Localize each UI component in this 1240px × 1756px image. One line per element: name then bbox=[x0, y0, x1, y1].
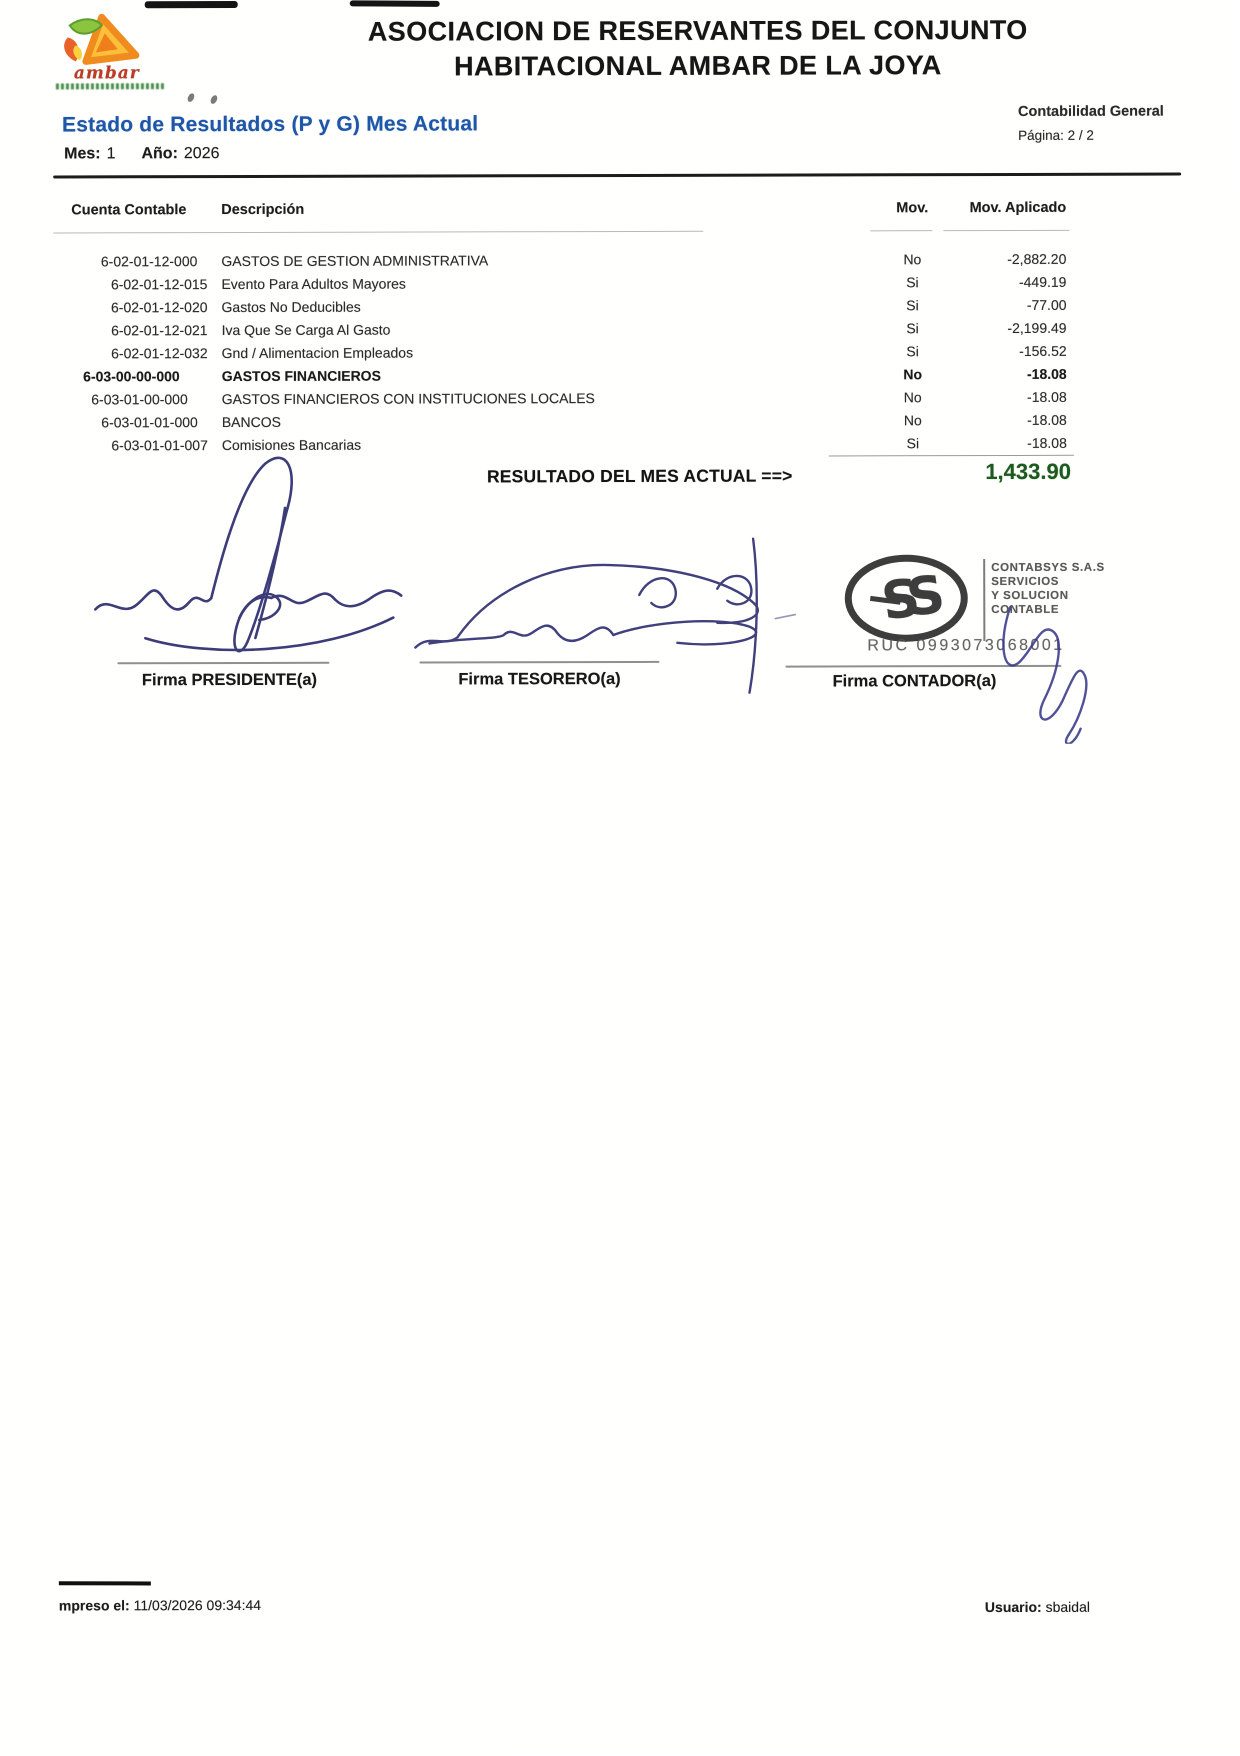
user-value: sbaidal bbox=[1045, 1598, 1090, 1615]
user-label: Usuario: bbox=[984, 1598, 1042, 1616]
scan-speck bbox=[187, 92, 195, 102]
mov-flag: No bbox=[903, 388, 922, 405]
contabsys-stamp-logo bbox=[842, 552, 974, 644]
result-value: 1,433.90 bbox=[985, 458, 1071, 485]
table-header-row bbox=[53, 200, 1066, 219]
footer-printed bbox=[59, 1597, 261, 1614]
mov-flag: Si bbox=[906, 319, 919, 336]
org-logo bbox=[50, 11, 170, 94]
printed-label: mpreso el: bbox=[58, 1597, 130, 1614]
table-row bbox=[53, 270, 1066, 296]
footer-user bbox=[985, 1598, 1215, 1615]
total-rule bbox=[829, 455, 1074, 457]
result-label: RESULTADO DEL MES ACTUAL ==> bbox=[486, 465, 793, 487]
header-underline bbox=[53, 231, 703, 234]
table-row bbox=[54, 339, 1067, 365]
account-description: GASTOS DE GESTION ADMINISTRATIVA bbox=[221, 251, 489, 269]
header-underline bbox=[870, 230, 932, 231]
table-row bbox=[54, 385, 1067, 411]
col-header-mov: Mov. bbox=[896, 200, 929, 217]
mov-applied-amount: -77.00 bbox=[1026, 296, 1067, 313]
org-title-line1: ASOCIACION DE RESERVANTES DEL CONJUNTO bbox=[367, 14, 1028, 47]
stamp-monogram: SS bbox=[878, 565, 939, 633]
table-row bbox=[53, 247, 1066, 273]
stamp-line3: Y SOLUCION bbox=[991, 589, 1069, 603]
account-description: Gastos No Deducibles bbox=[221, 298, 361, 315]
scan-artifact bbox=[145, 1, 238, 8]
stamp-company: CONTABSYS S.A.S bbox=[991, 561, 1105, 575]
mov-flag: Si bbox=[906, 296, 919, 313]
org-title-line2: HABITACIONAL AMBAR DE LA JOYA bbox=[454, 50, 942, 82]
mov-applied-amount: -2,199.49 bbox=[1007, 319, 1067, 336]
module-name: Contabilidad General bbox=[1017, 103, 1164, 120]
mov-applied-amount: -18.08 bbox=[1027, 434, 1067, 451]
account-code: 6-03-01-01-007 bbox=[111, 436, 208, 453]
table-row bbox=[54, 408, 1067, 434]
mov-flag: No bbox=[903, 250, 922, 267]
account-code: 6-03-00-00-000 bbox=[83, 367, 180, 384]
page-number: 2 / 2 bbox=[1067, 127, 1094, 143]
account-code: 6-03-01-00-000 bbox=[91, 390, 188, 407]
stamp-line2: SERVICIOS bbox=[991, 575, 1060, 589]
month-label: Mes: bbox=[64, 145, 101, 163]
account-description: Comisiones Bancarias bbox=[221, 436, 362, 453]
col-header-account: Cuenta Contable bbox=[71, 202, 187, 219]
accountant-signature-label: Firma CONTADOR(a) bbox=[832, 672, 997, 691]
scan-artifact bbox=[350, 0, 440, 7]
printed-value: 11/03/2026 09:34:44 bbox=[133, 1596, 262, 1614]
account-code: 6-02-01-12-000 bbox=[100, 252, 198, 269]
table-row bbox=[53, 293, 1066, 319]
accountant-signature-ink bbox=[974, 579, 1124, 744]
year-value: 2026 bbox=[183, 145, 220, 163]
account-description: BANCOS bbox=[221, 413, 281, 430]
stamp-line4: CONTABLE bbox=[991, 603, 1060, 617]
report-title: Estado de Resultados (P y G) Mes Actual bbox=[61, 112, 479, 137]
account-description: Gnd / Alimentacion Empleados bbox=[221, 344, 414, 361]
page-label: Página: bbox=[1018, 127, 1064, 143]
stamp-ruc: RUC 0993073068001 bbox=[867, 636, 1065, 655]
col-header-mov-applied: Mov. Aplicado bbox=[969, 199, 1067, 217]
footer-mark bbox=[59, 1581, 151, 1585]
account-description: GASTOS FINANCIEROS CON INSTITUCIONES LOCALES bbox=[221, 389, 595, 407]
account-code: 6-02-01-12-032 bbox=[111, 344, 208, 361]
mov-applied-amount: -18.08 bbox=[1027, 388, 1067, 405]
mov-flag: No bbox=[903, 365, 923, 382]
table-row bbox=[54, 362, 1067, 388]
month-value: 1 bbox=[106, 145, 116, 163]
mov-flag: No bbox=[903, 411, 922, 428]
account-code: 6-02-01-12-015 bbox=[110, 275, 208, 292]
mov-applied-amount: -156.52 bbox=[1019, 342, 1067, 359]
header-rule bbox=[53, 173, 1181, 179]
president-signature-label: Firma PRESIDENTE(a) bbox=[141, 670, 318, 690]
mov-flag: Si bbox=[906, 273, 919, 290]
treasurer-signature-label: Firma TESORERO(a) bbox=[458, 669, 621, 689]
col-header-description: Descripción bbox=[221, 201, 305, 219]
org-title bbox=[278, 13, 1118, 85]
table-row bbox=[54, 316, 1067, 342]
account-description: GASTOS FINANCIEROS bbox=[221, 367, 381, 384]
mov-flag: Si bbox=[906, 342, 919, 359]
scan-speck bbox=[210, 94, 218, 104]
president-signature-ink bbox=[89, 446, 410, 672]
header-underline bbox=[943, 230, 1069, 231]
logo-tagline-strip bbox=[56, 83, 164, 89]
account-code: 6-03-01-01-000 bbox=[101, 413, 198, 430]
report-period bbox=[64, 145, 219, 163]
mov-applied-amount: -18.08 bbox=[1026, 365, 1067, 382]
account-code: 6-02-01-12-020 bbox=[110, 298, 208, 315]
mov-applied-amount: -2,882.20 bbox=[1007, 250, 1067, 267]
logo-brand-text: ambar bbox=[73, 63, 140, 84]
account-description: Iva Que Se Carga Al Gasto bbox=[221, 321, 391, 338]
mov-applied-amount: -18.08 bbox=[1027, 411, 1067, 428]
mov-applied-amount: -449.19 bbox=[1018, 273, 1067, 290]
account-description: Evento Para Adultos Mayores bbox=[221, 275, 406, 292]
module-info bbox=[1018, 103, 1193, 142]
account-code: 6-02-01-12-021 bbox=[111, 321, 208, 338]
year-label: Año: bbox=[141, 145, 178, 163]
mov-flag: Si bbox=[906, 434, 920, 451]
